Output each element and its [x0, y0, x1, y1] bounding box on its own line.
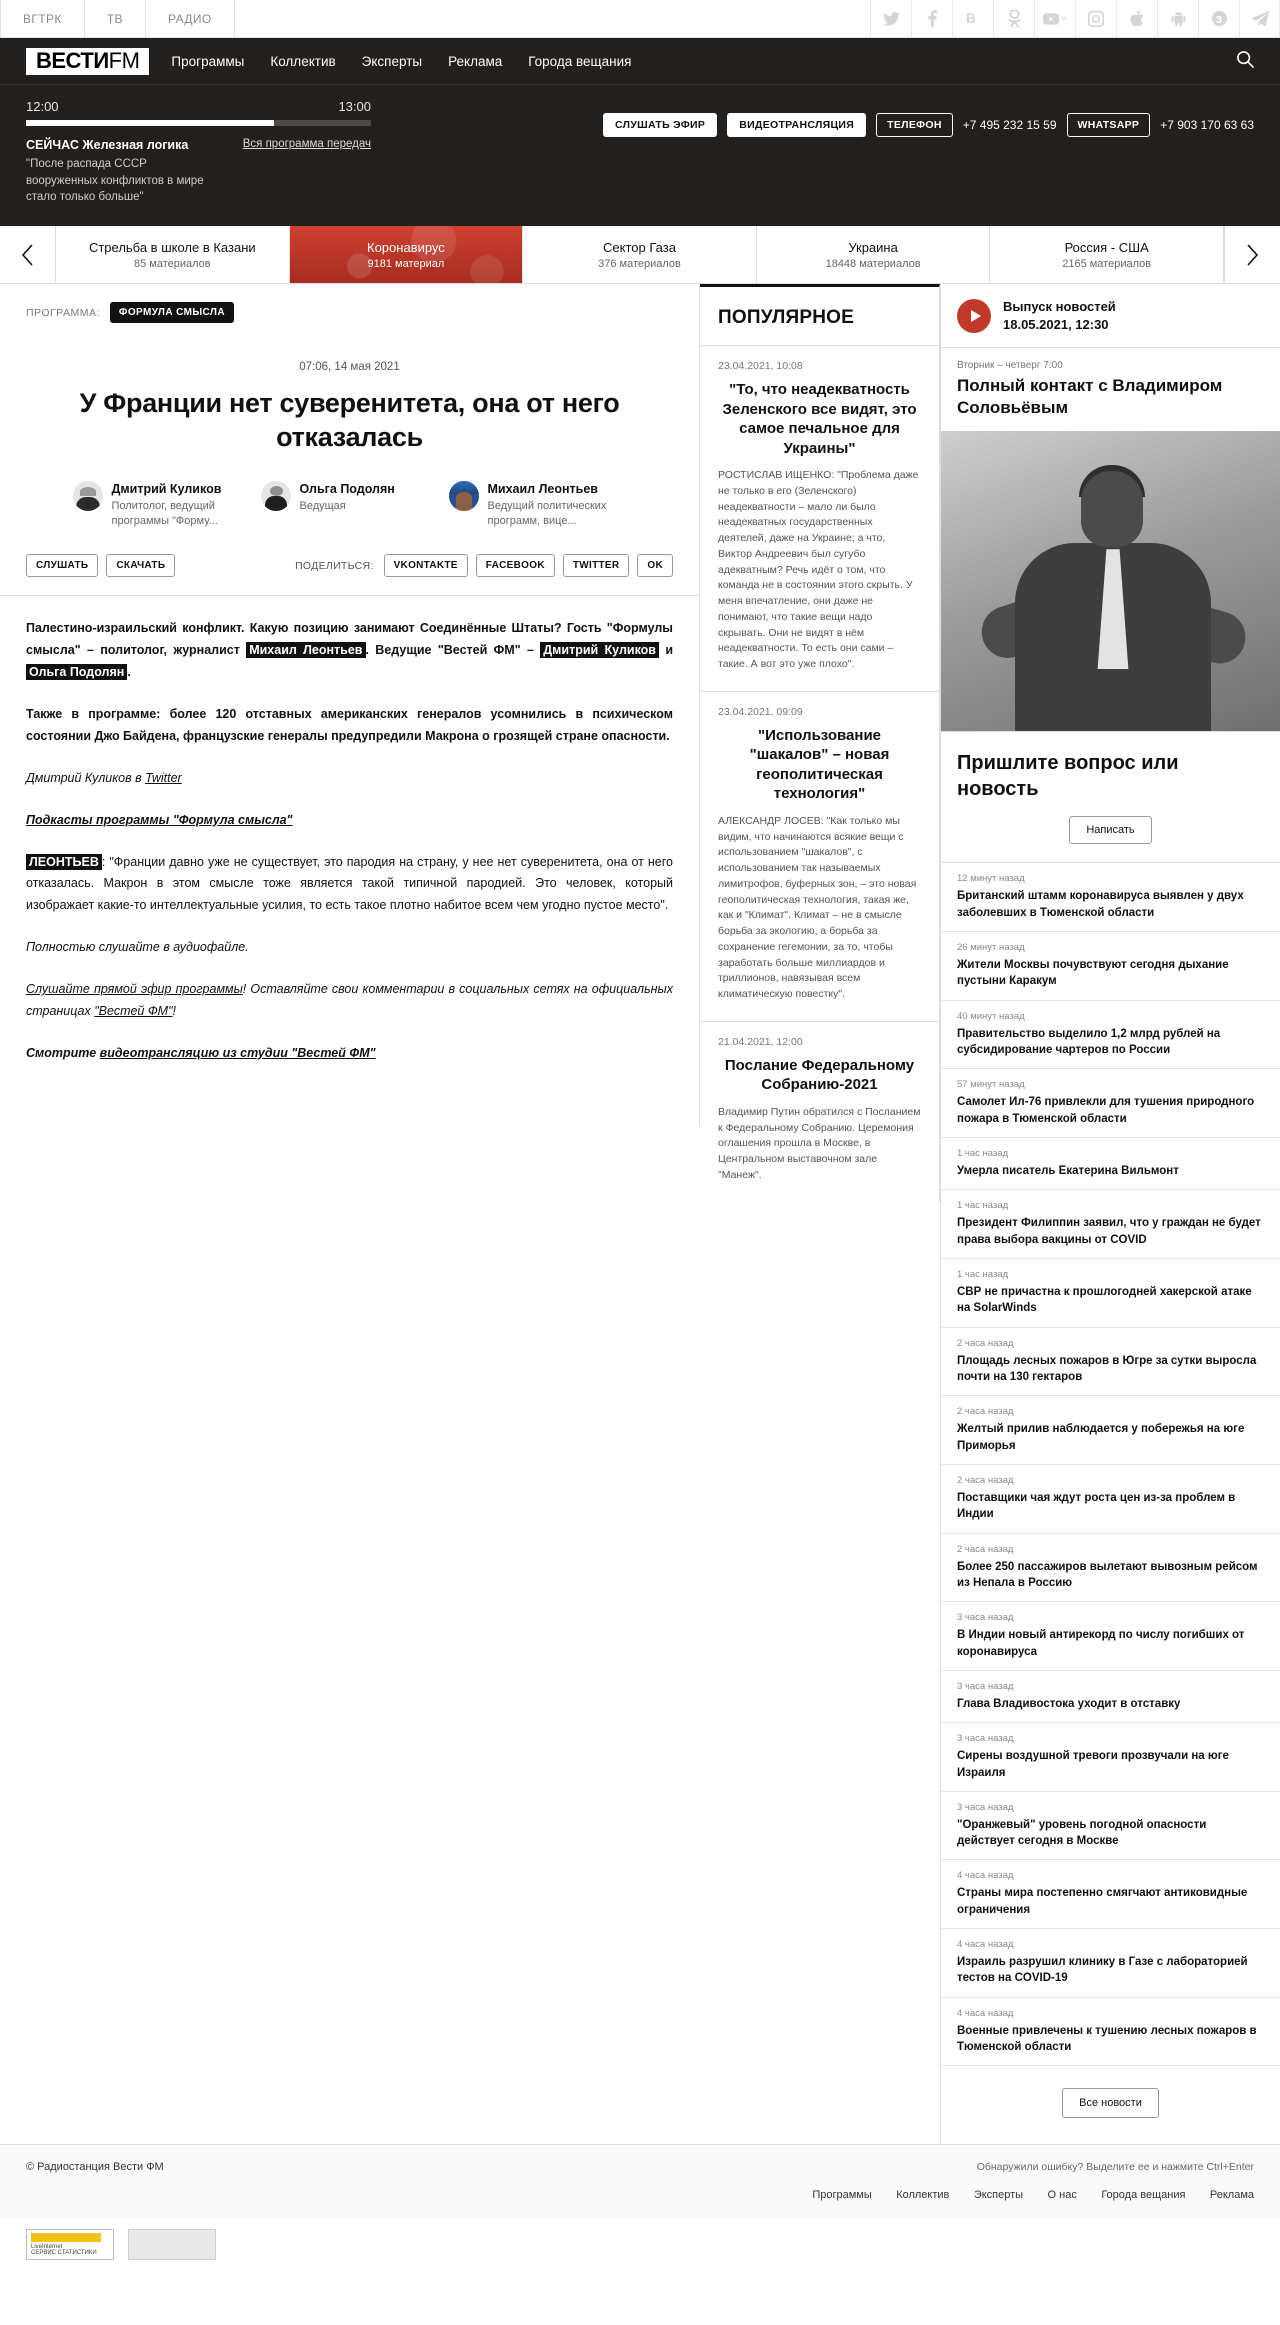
svg-text:B: B [965, 11, 976, 26]
issue-label: Выпуск новостей [1003, 299, 1116, 315]
counter-row [0, 2219, 1280, 2278]
news-time: 2 часа назад [957, 1543, 1014, 1555]
footer-link-about[interactable]: О нас [1047, 2189, 1077, 2202]
news-time: 3 часа назад [957, 1680, 1014, 1692]
list-item[interactable] [941, 932, 1280, 1001]
list-item[interactable] [941, 863, 1280, 932]
highlight-podolyan[interactable]: Ольга Подолян [26, 664, 127, 680]
social-links [870, 0, 1280, 37]
author-text [300, 481, 395, 529]
author-role: Ведущая [299, 499, 346, 512]
topic-item-kazan[interactable] [56, 226, 290, 283]
vk-icon[interactable] [952, 0, 993, 37]
news-time: 2 часа назад [957, 1406, 1014, 1418]
counter-bar [31, 2233, 101, 2242]
now-title: Железная логика [82, 138, 189, 152]
news-title[interactable]: Умерла писатель Екатерина Вильмонт [957, 1164, 1179, 1177]
popular-item[interactable] [700, 345, 939, 691]
highlight-leontyev[interactable]: Михаил Леонтьев [246, 642, 365, 658]
news-time: 4 часа назад [957, 1870, 1014, 1882]
live-end-text: ! [172, 1003, 176, 1018]
telegram-icon[interactable] [1239, 0, 1280, 37]
news-time: 26 минут назад [957, 941, 1025, 953]
list-item[interactable] [941, 1190, 1280, 1259]
topic-item-russia-usa[interactable] [990, 226, 1224, 283]
author-name: Ольга Подолян [299, 481, 395, 496]
phone-number: +7 495 232 15 59 [962, 118, 1057, 132]
now-label: СЕЙЧАС [26, 138, 79, 152]
issue-time: 18.05.2021, 12:30 [1003, 316, 1109, 332]
podcasts-link[interactable]: Подкасты программы "Формула смысла" [26, 812, 293, 827]
footer-links [792, 2185, 1254, 2203]
author-name: Михаил Леонтьев [487, 481, 598, 496]
promo-head [1081, 471, 1143, 547]
article-body [0, 596, 699, 1124]
nav-link-team[interactable]: Коллектив [270, 53, 336, 69]
share-twitter-button[interactable]: TWITTER [563, 554, 630, 577]
list-item[interactable] [941, 1259, 1280, 1328]
news-title[interactable]: Площадь лесных пожаров в Югре за сутки выросла почти на 130 гектаров [957, 1354, 1257, 1383]
popular-date: 21.04.2021, 12:00 [718, 1035, 803, 1048]
player-times [26, 99, 371, 114]
popular-date: 23.04.2021, 10:08 [718, 360, 803, 373]
page-title: У Франции нет суверенитета, она от него отказалась [79, 388, 620, 452]
popular-title[interactable]: "То, что неадекватность Зеленского все видят, это самое печальное для Украины" [722, 381, 917, 457]
list-item[interactable] [941, 1396, 1280, 1465]
news-time: 12 минут назад [957, 873, 1025, 885]
play-icon[interactable] [957, 299, 991, 333]
nav-link-advertising[interactable]: Реклама [448, 53, 503, 69]
list-item[interactable] [941, 1534, 1280, 1603]
promo-title: Полный контакт с Владимиром Соловьёвым [957, 376, 1223, 418]
list-item[interactable] [941, 1723, 1280, 1792]
author-leontyev[interactable] [449, 481, 627, 529]
odnoklassniki-icon[interactable] [993, 0, 1034, 37]
avatar [261, 481, 291, 511]
counter-subtitle: СЕРВИС СТАТИСТИКИ [31, 2250, 97, 2257]
list-item[interactable] [941, 1792, 1280, 1861]
article-actions [0, 528, 699, 596]
android-icon[interactable] [1157, 0, 1198, 37]
topic-count: 85 материалов [133, 257, 211, 270]
promo-schedule: Вторник – четверг 7:00 [957, 360, 1063, 372]
intro-text-a: Палестино-израильский конфликт. Какую позицию занимают Соединённые Штаты? Гость "Формулы смысла" – политолог, журналист [26, 621, 673, 658]
popular-title[interactable]: "Использование "шакалов" – новая геополитическая технология" [749, 726, 890, 803]
news-time: 4 часа назад [957, 1939, 1014, 1951]
player-progress-fill [26, 120, 274, 126]
list-item[interactable] [941, 1069, 1280, 1138]
liveinternet-counter[interactable] [26, 2229, 114, 2260]
avatar [73, 481, 103, 511]
list-item[interactable] [941, 1465, 1280, 1534]
topic-item-coronavirus[interactable] [290, 226, 524, 283]
chevron-right-icon[interactable] [1224, 226, 1280, 283]
topic-name: Коронавирус [367, 239, 445, 255]
play-triangle [971, 310, 981, 322]
video-stream-button[interactable]: ВИДЕОТРАНСЛЯЦИЯ [727, 113, 866, 137]
list-item[interactable] [941, 1602, 1280, 1671]
popular-description: Владимир Путин обратился с Посланием к Федеральному Собранию. Церемония оглашения прошла в Москве, в Центральном выставочном зале "Манеж". [718, 1105, 921, 1181]
news-title[interactable]: Желтый прилив наблюдается у побережья на юге Приморья [957, 1423, 1245, 1452]
player-time-end: 13:00 [338, 99, 371, 114]
author-text [112, 481, 251, 529]
news-time: 57 минут назад [957, 1079, 1025, 1091]
news-time: 1 час назад [957, 1268, 1009, 1280]
topbar-link-radio[interactable]: РАДИО [146, 0, 235, 37]
news-time: 2 часа назад [957, 1337, 1014, 1349]
logo-fm: FM [108, 47, 140, 73]
search-icon[interactable] [1236, 50, 1254, 73]
article-authors [20, 481, 679, 529]
live-mid-text: ! Оставляйте свои комментарии в социальных сетях на официальных страницах [26, 982, 673, 1018]
popular-item[interactable] [700, 691, 939, 1021]
now-playing-title[interactable] [26, 138, 206, 152]
news-title[interactable]: Страны мира постепенно смягчают антиковидные ограничения [957, 1887, 1248, 1916]
topic-count: 18448 материалов [825, 257, 921, 270]
facebook-icon[interactable] [911, 0, 952, 37]
vgtrk-links [0, 0, 235, 37]
right-column [700, 284, 1280, 2144]
vesti-fm-pages-link[interactable]: "Вестей ФМ" [94, 1003, 173, 1018]
topic-count: 376 материалов [598, 257, 681, 270]
player-actions [603, 113, 1254, 137]
ask-title: Пришлите вопрос или новость [957, 752, 1179, 801]
topic-item-gaza[interactable] [523, 226, 757, 283]
news-title[interactable]: Более 250 пассажиров вылетают вывозным рейсом из Непала в Россию [957, 1560, 1258, 1589]
paragraph-also: Также в программе: более 120 отставных американских генералов усомнились в психическом состоянии Джо Байдена, французские генералы предупредили Макрона о грозящей стране опасности. [26, 707, 673, 743]
article-date: 07:06, 14 мая 2021 [299, 361, 400, 374]
topic-name: Украина [848, 239, 898, 255]
topic-count: 9181 материал [367, 257, 445, 270]
news-title[interactable]: Президент Филиппин заявил, что у граждан не будет права выбора вакцины от COVID [957, 1217, 1261, 1246]
logo-main: ВЕСТИ [36, 47, 109, 73]
now-playing-info [26, 138, 206, 206]
list-item[interactable] [941, 1860, 1280, 1929]
secondary-counter[interactable] [128, 2229, 216, 2260]
instagram-icon[interactable] [1075, 0, 1116, 37]
share-vkontakte-button[interactable]: VKONTAKTE [384, 554, 468, 577]
counter-title: LiveInternet [31, 2244, 63, 2251]
popular-description: РОСТИСЛАВ ИЩЕНКО: "Проблема даже не только в его (Зеленского) неадекватности – мало ли было неадекватных государственных деятелей, даже на Украине; а что, Виктор Андреевич был сугубо адекватным? Речь идёт о том, что команда не в состоянии этого скрыть. У меня впечатление, они даже не понимают, что такие вещи надо скрывать. Они не видят в нём неадекватности. То есть они сами – такие. А вот это уже плохо". [718, 469, 919, 671]
popular-title[interactable]: Послание Федеральному Собранию-2021 [724, 1056, 915, 1094]
player-time-start: 12:00 [26, 99, 59, 114]
author-kulikov[interactable] [73, 481, 251, 529]
intro-text-d: . [127, 665, 131, 680]
popular-description: АЛЕКСАНДР ЛОСЕВ: "Как только мы видим, что начинаются всякие вещи с использованием "шакалов", с использованием так называемых лимитрофов, буферных зон, – это новая геополитическая технология, такая же, как и "Климат". Климат – не в смысле борьба за экологию, а борьба за сохранение гегемонии, за то, чтобы заработать больше миллиардов и триллионов, навязывая всем климатическую повестку". [718, 814, 917, 1001]
news-title[interactable]: Поставщики чая ждут роста цен из-за проблем в Индии [957, 1491, 1236, 1521]
vgtrk-topbar [0, 0, 1280, 38]
share-ok-button[interactable]: OK [637, 554, 673, 577]
news-title[interactable]: Жители Москвы почувствуют сегодня дыхание пустыни Каракум [957, 958, 1229, 988]
twitter-link[interactable]: Twitter [145, 770, 182, 785]
all-news-wrap [941, 2066, 1280, 2144]
news-issue [957, 298, 1264, 333]
popular-heading: ПОПУЛЯРНОЕ [718, 307, 855, 329]
news-time: 40 минут назад [957, 1010, 1025, 1022]
now-playing-description: "После распада СССР вооруженных конфликтов в мире стало только больше" [26, 158, 204, 204]
copyright: © Радиостанция Вести ФМ [26, 2161, 164, 2174]
paragraph-twitter [26, 768, 673, 790]
news-list [941, 863, 1280, 2066]
list-item[interactable] [941, 1138, 1280, 1190]
author-role: Ведущий политических программ, вице... [487, 499, 607, 527]
paragraph-live [26, 979, 673, 1023]
listen-live-button[interactable]: СЛУШАТЬ ЭФИР [603, 113, 717, 137]
news-issue-block[interactable] [941, 284, 1280, 348]
program-badge[interactable]: ФОРМУЛА СМЫСЛА [110, 302, 234, 323]
footer-link-experts[interactable]: Эксперты [973, 2189, 1024, 2202]
highlight-kulikov[interactable]: Дмитрий Куликов [540, 642, 659, 658]
news-time: 1 час назад [957, 1200, 1009, 1212]
youtube-icon[interactable] [1034, 0, 1075, 37]
news-time: 1 час назад [957, 1147, 1009, 1159]
footer-link-advertising[interactable]: Реклама [1209, 2189, 1254, 2202]
footer-right [792, 2161, 1254, 2203]
main-navigation [0, 38, 1280, 85]
listen-button[interactable]: СЛУШАТЬ [26, 554, 98, 577]
issue-text [1003, 298, 1116, 333]
all-news-button[interactable]: Все новости [1062, 2088, 1159, 2118]
list-item[interactable] [941, 1001, 1280, 1070]
news-title[interactable]: Самолет Ил-76 привлекли для тушения природного пожара в Тюменской области [957, 1096, 1255, 1125]
whatsapp-number: +7 903 170 63 63 [1160, 118, 1254, 132]
chevron-left-icon[interactable] [0, 226, 56, 283]
topbar-link-tv[interactable]: ТВ [85, 0, 146, 37]
news-time: 2 часа назад [957, 1474, 1014, 1486]
player-progress-bar[interactable] [26, 120, 371, 126]
intro-text-c: и [658, 643, 673, 658]
error-note: Обнаружили ошибку? Выделите ее и нажмите Ctrl+Enter [976, 2161, 1254, 2174]
nav-link-cities[interactable]: Города вещания [528, 53, 632, 69]
video-studio-link[interactable]: видеотрансляцию из студии "Вестей ФМ" [99, 1045, 376, 1060]
topic-name: Сектор Газа [603, 239, 676, 255]
quote-text: : "Франции давно уже не существует, это пародия на страну, у нее нет суверенитета, она от него отказалась. Макрон в этом смысле тоже является такой типичной пародией. Это человек, который изображает какие-то интеллектуальные усилия, то есть такое плотно набитое всем чем угодно пустое место". [26, 854, 673, 913]
whatsapp-label[interactable]: WHATSAPP [1067, 113, 1151, 137]
site-logo[interactable] [26, 48, 149, 75]
news-title[interactable]: СВР не причастна к прошлогодней хакерской атаке на SolarWinds [957, 1285, 1252, 1315]
write-button[interactable]: Написать [1069, 816, 1151, 844]
article-column [0, 284, 700, 1125]
program-line [0, 284, 699, 323]
news-title[interactable]: Глава Владивостока уходит в отставку [957, 1697, 1181, 1710]
topic-count: 2165 материалов [1062, 257, 1152, 270]
page-footer [0, 2144, 1280, 2219]
ask-block [941, 732, 1280, 863]
twitter-icon[interactable] [870, 0, 911, 37]
live-stream-link[interactable]: Слушайте прямой эфир программы [26, 982, 243, 997]
topic-name: Россия - США [1064, 239, 1149, 255]
news-title[interactable]: "Оранжевый" уровень погодной опасности действует сегодня в Москве [957, 1818, 1207, 1848]
popular-item[interactable] [700, 1021, 939, 1202]
player-now-playing [26, 138, 371, 206]
popular-section [700, 284, 940, 1202]
footer-link-programs[interactable]: Программы [812, 2189, 872, 2202]
author-text [488, 481, 627, 529]
share-facebook-button[interactable]: FACEBOOK [476, 554, 555, 577]
news-rail [940, 284, 1280, 2144]
news-time: 3 часа назад [957, 1612, 1014, 1624]
phone-label[interactable]: ТЕЛЕФОН [876, 113, 953, 137]
news-time: 3 часа назад [957, 1733, 1014, 1745]
topbar-spacer [235, 0, 870, 37]
promo-image [941, 431, 1280, 731]
paragraph-quote [26, 852, 673, 918]
author-role: Политолог, ведущий программы "Форму... [111, 499, 218, 527]
paragraph-podcasts [26, 810, 673, 832]
live-player [0, 85, 1280, 226]
news-time: 4 часа назад [957, 2007, 1014, 2019]
topic-name: Стрельба в школе в Казани [88, 239, 256, 255]
speaker-leontyev: ЛЕОНТЬЕВ [26, 854, 102, 870]
download-button[interactable]: СКАЧАТЬ [106, 554, 175, 577]
apple-icon[interactable] [1116, 0, 1157, 37]
topic-carousel [0, 226, 1280, 284]
paragraph-audio: Полностью слушайте в аудиофайле. [26, 940, 249, 955]
news-title[interactable]: Британский штамм коронавируса выявлен у двух заболевших в Тюменской области [957, 890, 1244, 919]
twitter-prefix: Дмитрий Куликов в [26, 770, 146, 785]
news-title[interactable]: В Индии новый антирекорд по числу погибших от коронавируса [957, 1629, 1245, 1658]
news-title[interactable]: Военные привлечены к тушению лесных пожаров в Тюменской области [957, 2024, 1257, 2054]
video-prefix: Смотрите [26, 1045, 100, 1060]
share-label: ПОДЕЛИТЬСЯ: [295, 559, 374, 572]
author-podolyan[interactable] [261, 481, 439, 529]
paragraph-intro [26, 618, 673, 684]
footer-link-team[interactable]: Коллектив [896, 2189, 950, 2202]
list-item[interactable] [941, 1671, 1280, 1723]
paragraph-video [26, 1043, 673, 1065]
intro-text-b: . Ведущие "Вестей ФМ" – [365, 643, 541, 658]
news-title[interactable]: Сирены воздушной тревоги прозвучали на юге Израиля [957, 1750, 1229, 1779]
news-time: 3 часа назад [957, 1801, 1014, 1813]
full-schedule-link[interactable]: Вся программа передач [242, 138, 371, 150]
svg-text:З: З [1215, 14, 1222, 26]
nav-link-programs[interactable]: Программы [171, 53, 245, 69]
footer-link-cities[interactable]: Города вещания [1101, 2189, 1186, 2202]
topbar-link-vgtrk[interactable]: ВГТРК [0, 0, 85, 37]
avatar [449, 481, 479, 511]
promo-block[interactable] [941, 348, 1280, 732]
list-item[interactable] [941, 1929, 1280, 1998]
list-item[interactable] [941, 1328, 1280, 1397]
topic-item-ukraine[interactable] [757, 226, 991, 283]
program-label: ПРОГРАММА: [26, 306, 100, 319]
nav-link-experts[interactable]: Эксперты [361, 53, 423, 69]
popular-date: 23.04.2021, 09:09 [718, 705, 803, 718]
list-item[interactable] [941, 1998, 1280, 2067]
page-body [0, 284, 1280, 2144]
zen-icon[interactable] [1198, 0, 1239, 37]
author-name: Дмитрий Куликов [111, 481, 222, 496]
news-title[interactable]: Израиль разрушил клинику в Газе с лабораторией тестов на COVID-19 [957, 1956, 1248, 1985]
news-title[interactable]: Правительство выделило 1,2 млрд рублей на субсидирование чартеров по России [957, 1027, 1221, 1056]
